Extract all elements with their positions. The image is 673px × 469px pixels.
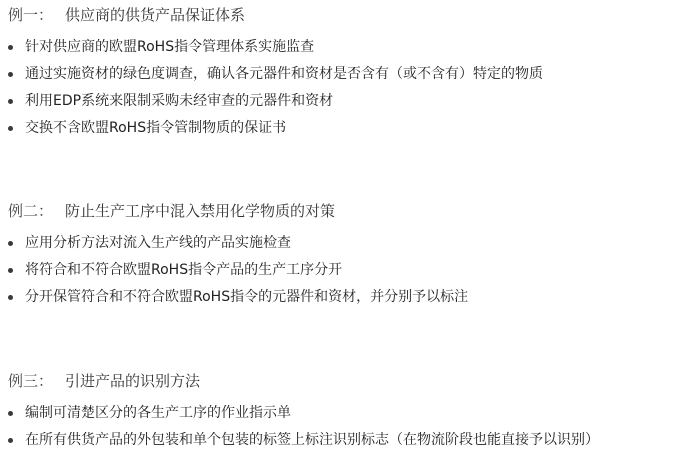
bullet-icon (8, 295, 13, 300)
bullet-icon (8, 126, 13, 131)
list-item (0, 427, 673, 454)
list-item (0, 115, 673, 142)
list-item (0, 257, 673, 284)
list-item-text: 针对供应商的欧盟RoHS指令管理体系实施监查 (25, 39, 315, 55)
example-section-2 (0, 201, 673, 311)
example-section-3 (0, 371, 673, 454)
section-heading: 引进产品的识别方法 (65, 372, 201, 390)
bullet-icon (8, 72, 13, 77)
bullet-icon (8, 45, 13, 50)
list-item-text: 将符合和不符合欧盟RoHS指令产品的生产工序分开 (25, 262, 343, 278)
bullet-icon (8, 99, 13, 104)
list-item-text: 编制可清楚区分的各生产工序的作业指示单 (25, 405, 291, 421)
section-label: 例二： (8, 202, 54, 220)
list-item-text: 分开保管符合和不符合欧盟RoHS指令的元器件和资材，并分别予以标注 (25, 289, 469, 305)
section-label: 例一： (8, 6, 54, 24)
bullet-icon (8, 411, 13, 416)
section-label: 例三： (8, 372, 54, 390)
list-item-text: 在所有供货产品的外包装和单个包装的标签上标注识别标志（在物流阶段也能直接予以识别） (25, 432, 599, 448)
example-section-1 (0, 5, 673, 142)
list-item (0, 88, 673, 115)
list-item (0, 400, 673, 427)
section-title (0, 371, 673, 391)
list-item-text: 交换不含欧盟RoHS指令管制物质的保证书 (25, 120, 287, 136)
list-item-text: 利用EDP系统来限制采购未经审查的元器件和资材 (25, 93, 334, 109)
section-title (0, 5, 673, 25)
bullet-icon (8, 241, 13, 246)
list-item (0, 230, 673, 257)
list-item-text: 通过实施资材的绿色度调查，确认各元器件和资材是否含有（或不含有）特定的物质 (25, 66, 543, 82)
list-item (0, 284, 673, 311)
list-item-text: 应用分析方法对流入生产线的产品实施检查 (25, 235, 291, 251)
bullet-icon (8, 438, 13, 443)
section-heading: 防止生产工序中混入禁用化学物质的对策 (65, 202, 336, 220)
bullet-list (0, 230, 673, 311)
bullet-list (0, 34, 673, 142)
section-title (0, 201, 673, 221)
bullet-list (0, 400, 673, 454)
list-item (0, 61, 673, 88)
bullet-icon (8, 268, 13, 273)
list-item (0, 34, 673, 61)
section-heading: 供应商的供货产品保证体系 (65, 6, 246, 24)
